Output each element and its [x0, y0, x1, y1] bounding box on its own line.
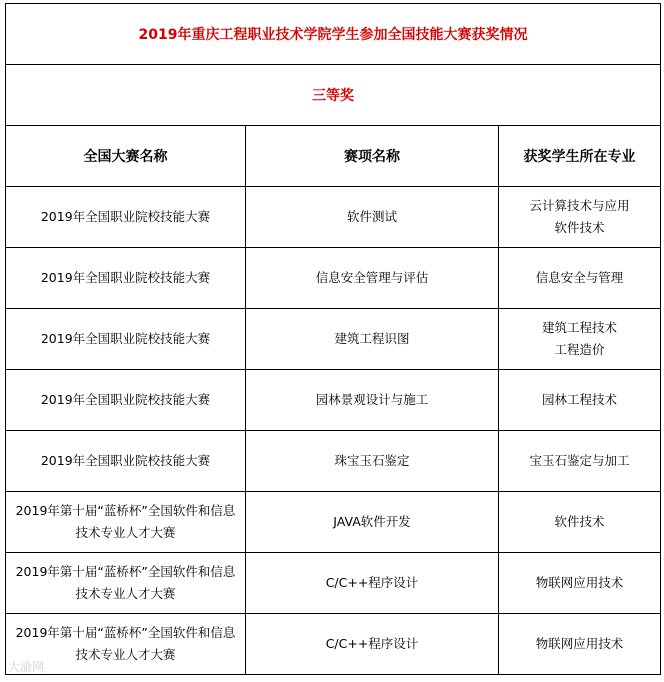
- event-cell: 园林景观设计与施工: [246, 370, 499, 431]
- event-cell: JAVA软件开发: [246, 492, 499, 553]
- table-row: [6, 614, 661, 675]
- column-header-competition: 全国大赛名称: [6, 126, 246, 187]
- competition-cell: 2019年全国职业院校技能大赛: [6, 431, 246, 492]
- competition-cell: 2019年全国职业院校技能大赛: [6, 187, 246, 248]
- event-cell: C/C++程序设计: [246, 614, 499, 675]
- competition-cell: 2019年全国职业院校技能大赛: [6, 309, 246, 370]
- table-row: [6, 370, 661, 431]
- event-cell: 珠宝玉石鉴定: [246, 431, 499, 492]
- event-cell: 软件测试: [246, 187, 499, 248]
- major-cell: 建筑工程技术 工程造价: [499, 309, 661, 370]
- title-row: [6, 4, 661, 65]
- competition-cell: 2019年第十届“蓝桥杯”全国软件和信息技术专业人才大赛: [6, 614, 246, 675]
- table-row: [6, 309, 661, 370]
- column-header-event: 赛项名称: [246, 126, 499, 187]
- major-cell: 物联网应用技术: [499, 553, 661, 614]
- award-table: [5, 3, 661, 675]
- event-cell: C/C++程序设计: [246, 553, 499, 614]
- event-cell: 信息安全管理与评估: [246, 248, 499, 309]
- major-cell: 云计算技术与应用 软件技术: [499, 187, 661, 248]
- competition-cell: 2019年第十届“蓝桥杯”全国软件和信息技术专业人才大赛: [6, 553, 246, 614]
- award-table-body: [6, 4, 661, 675]
- award-level-row: [6, 65, 661, 126]
- competition-cell: 2019年第十届“蓝桥杯”全国软件和信息技术专业人才大赛: [6, 492, 246, 553]
- table-title: 2019年重庆工程职业技术学院学生参加全国技能大赛获奖情况: [6, 4, 661, 65]
- competition-cell: 2019年全国职业院校技能大赛: [6, 370, 246, 431]
- major-cell: 物联网应用技术: [499, 614, 661, 675]
- major-cell: 软件技术: [499, 492, 661, 553]
- table-row: [6, 187, 661, 248]
- watermark: 大渝网: [8, 660, 45, 674]
- table-row: [6, 248, 661, 309]
- award-level: 三等奖: [6, 65, 661, 126]
- major-cell: 宝玉石鉴定与加工: [499, 431, 661, 492]
- major-cell: 信息安全与管理: [499, 248, 661, 309]
- header-row: [6, 126, 661, 187]
- column-header-major: 获奖学生所在专业: [499, 126, 661, 187]
- competition-cell: 2019年全国职业院校技能大赛: [6, 248, 246, 309]
- table-row: [6, 553, 661, 614]
- table-row: [6, 431, 661, 492]
- table-row: [6, 492, 661, 553]
- event-cell: 建筑工程识图: [246, 309, 499, 370]
- major-cell: 园林工程技术: [499, 370, 661, 431]
